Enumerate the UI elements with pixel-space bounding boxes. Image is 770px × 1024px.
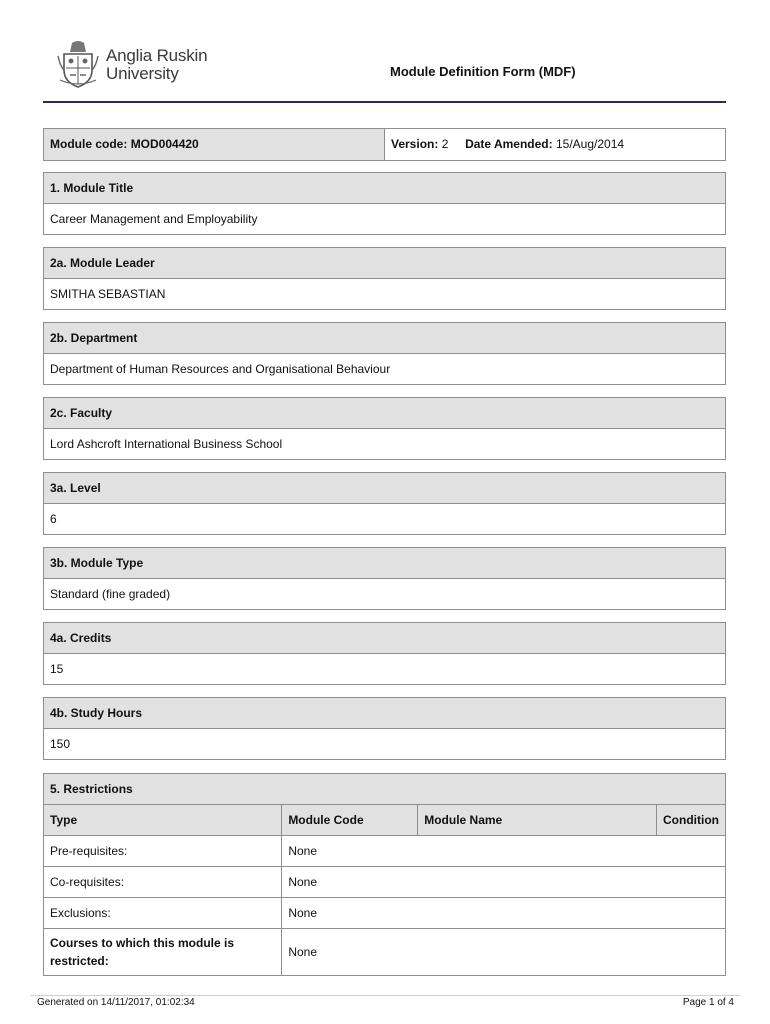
version-value: 2 xyxy=(441,137,449,151)
column-header: Module Code xyxy=(282,805,418,836)
section-heading: 4a. Credits xyxy=(44,623,725,654)
section-value: Standard (fine graded) xyxy=(50,587,171,601)
module-code-label: Module code: xyxy=(50,137,128,151)
column-header: Type xyxy=(44,805,282,836)
restrictions-table xyxy=(44,804,725,975)
module-code-value: MOD004420 xyxy=(130,137,199,151)
section-module-type xyxy=(43,547,726,610)
section-level xyxy=(43,472,726,535)
section-heading: 1. Module Title xyxy=(44,173,725,204)
form-title: Module Definition Form (MDF) xyxy=(390,64,576,79)
logo-line-1: Anglia Ruskin xyxy=(106,46,208,65)
section-heading: 4b. Study Hours xyxy=(44,698,725,729)
module-info-row xyxy=(43,128,726,161)
section-heading: 2c. Faculty xyxy=(44,398,725,429)
column-header: Module Name xyxy=(418,805,657,836)
section-heading: 3b. Module Type xyxy=(44,548,725,579)
section-value: 15 xyxy=(50,662,64,676)
restriction-type: Pre-requisites: xyxy=(44,836,282,867)
footer-divider xyxy=(30,995,740,996)
generated-timestamp: Generated on 14/11/2017, 01:02:34 xyxy=(37,997,195,1008)
column-header: Condition xyxy=(657,805,725,836)
table-row xyxy=(44,836,725,867)
restriction-type: Co-requisites: xyxy=(44,867,282,898)
section-module-leader xyxy=(43,247,726,310)
section-value: 150 xyxy=(50,737,71,751)
restriction-module-code: None xyxy=(282,929,725,976)
version-date-cell xyxy=(385,129,725,160)
header-divider xyxy=(43,101,726,103)
crest-icon xyxy=(56,40,100,88)
section-module-title xyxy=(43,172,726,235)
version-label: Version: xyxy=(391,137,439,151)
section-restrictions xyxy=(43,773,726,976)
date-amended-value: 15/Aug/2014 xyxy=(555,137,625,151)
restriction-type: Exclusions: xyxy=(44,898,282,929)
section-value: SMITHA SEBASTIAN xyxy=(50,287,166,301)
section-faculty xyxy=(43,397,726,460)
section-credits xyxy=(43,622,726,685)
section-heading: 3a. Level xyxy=(44,473,725,504)
table-row xyxy=(44,898,725,929)
restriction-module-code: None xyxy=(282,867,725,898)
section-heading: 2a. Module Leader xyxy=(44,248,725,279)
section-value: Career Management and Employability xyxy=(50,212,258,226)
restriction-type: Courses to which this module is restricted: xyxy=(44,929,282,976)
restrictions-heading: 5. Restrictions xyxy=(44,774,725,804)
restriction-module-code: None xyxy=(282,836,725,867)
page-number: Page 1 of 4 xyxy=(682,997,734,1008)
section-department xyxy=(43,322,726,385)
section-heading: 2b. Department xyxy=(44,323,725,354)
logo-line-2: University xyxy=(106,64,179,83)
section-value: 6 xyxy=(50,512,57,526)
restriction-module-code: None xyxy=(282,898,725,929)
date-amended-label: Date Amended: xyxy=(465,137,553,151)
section-value: Lord Ashcroft International Business School xyxy=(50,437,283,451)
university-logo xyxy=(56,40,216,90)
section-value: Department of Human Resources and Organisational Behaviour xyxy=(50,362,391,376)
table-row xyxy=(44,929,725,976)
restrictions-header-row xyxy=(44,805,725,836)
module-code-cell xyxy=(44,129,385,160)
section-study-hours xyxy=(43,697,726,760)
logo-wordmark xyxy=(106,47,207,83)
table-row xyxy=(44,867,725,898)
